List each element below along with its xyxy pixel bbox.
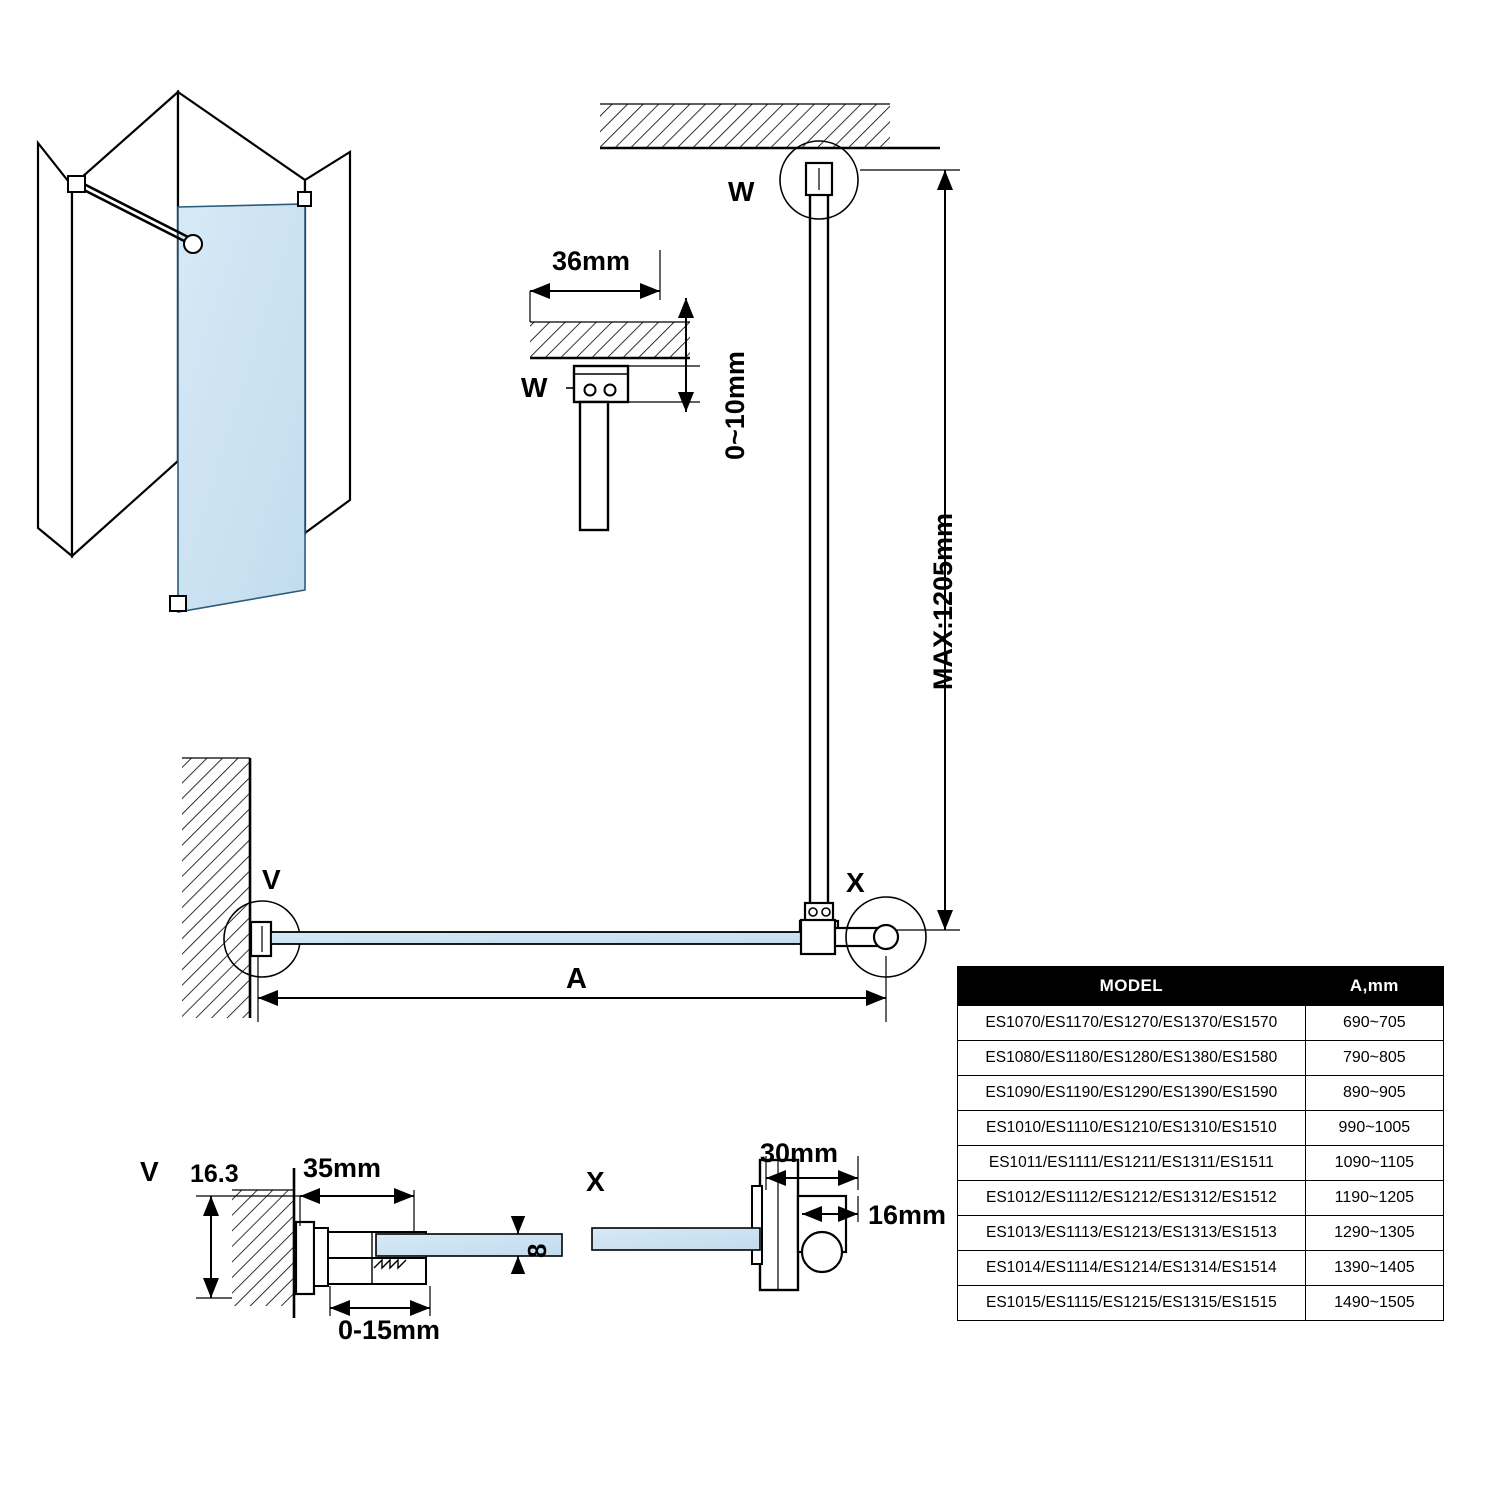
detail-w-bracket <box>530 246 700 530</box>
isometric-view <box>38 92 350 612</box>
cell-a: 790~805 <box>1305 1041 1443 1076</box>
header-a-mm: A,mm <box>1305 967 1443 1006</box>
cell-a: 690~705 <box>1305 1006 1443 1041</box>
table-row <box>958 1111 1444 1146</box>
table-row <box>958 1251 1444 1286</box>
cell-a: 1390~1405 <box>1305 1251 1443 1286</box>
callout-w-top-label: W <box>728 176 755 207</box>
dim-0-15mm-label: 0-15mm <box>338 1315 441 1345</box>
dim-0-10mm-label: 0~10mm <box>720 351 750 460</box>
table-row <box>958 1216 1444 1251</box>
model-spec-table <box>957 966 1444 1321</box>
cell-a: 1290~1305 <box>1305 1216 1443 1251</box>
dim-16mm-label: 16mm <box>868 1200 947 1230</box>
dim-36mm-label: 36mm <box>552 246 631 276</box>
cell-a: 1190~1205 <box>1305 1181 1443 1216</box>
plan-view <box>182 758 926 1022</box>
dim-35mm-label: 35mm <box>303 1153 382 1183</box>
cell-model: ES1012/ES1112/ES1212/ES1312/ES1512 <box>958 1181 1306 1216</box>
cell-model: ES1015/ES1115/ES1215/ES1315/ES1515 <box>958 1286 1306 1321</box>
callout-v-plan-label: V <box>262 864 281 895</box>
table-row <box>958 1041 1444 1076</box>
table-row <box>958 1146 1444 1181</box>
cell-model: ES1070/ES1170/ES1270/ES1370/ES1570 <box>958 1006 1306 1041</box>
dim-a-label: A <box>566 963 587 995</box>
cell-a: 1090~1105 <box>1305 1146 1443 1181</box>
table-row <box>958 1006 1444 1041</box>
table-row <box>958 1076 1444 1111</box>
detail-v-profile <box>196 1168 562 1318</box>
callout-v-detail-label: V <box>140 1156 159 1187</box>
cell-a: 1490~1505 <box>1305 1286 1443 1321</box>
cell-model: ES1013/ES1113/ES1213/ES1313/ES1513 <box>958 1216 1306 1251</box>
cell-model: ES1010/ES1110/ES1210/ES1310/ES1510 <box>958 1111 1306 1146</box>
cell-a: 890~905 <box>1305 1076 1443 1111</box>
detail-x-bar-holder <box>592 1156 858 1290</box>
callout-w-detail-label: W <box>521 372 548 403</box>
elevation-view <box>600 104 960 937</box>
cell-model: ES1014/ES1114/ES1214/ES1314/ES1514 <box>958 1251 1306 1286</box>
cell-a: 990~1005 <box>1305 1111 1443 1146</box>
callout-x-detail-label: X <box>586 1166 605 1197</box>
cell-model: ES1090/ES1190/ES1290/ES1390/ES1590 <box>958 1076 1306 1111</box>
header-model: MODEL <box>958 967 1306 1006</box>
dim-30mm-label: 30mm <box>760 1138 839 1168</box>
dim-glass-thickness-label: 8 <box>522 1243 552 1258</box>
cell-model: ES1080/ES1180/ES1280/ES1380/ES1580 <box>958 1041 1306 1076</box>
dim-16-3-label: 16.3 <box>190 1160 239 1188</box>
callout-x-plan-label: X <box>846 867 865 898</box>
table-row <box>958 1181 1444 1216</box>
table-header-row <box>958 967 1444 1006</box>
dim-max-height-label: MAX:1205mm <box>928 512 958 690</box>
cell-model: ES1011/ES1111/ES1211/ES1311/ES1511 <box>958 1146 1306 1181</box>
table-row <box>958 1286 1444 1321</box>
